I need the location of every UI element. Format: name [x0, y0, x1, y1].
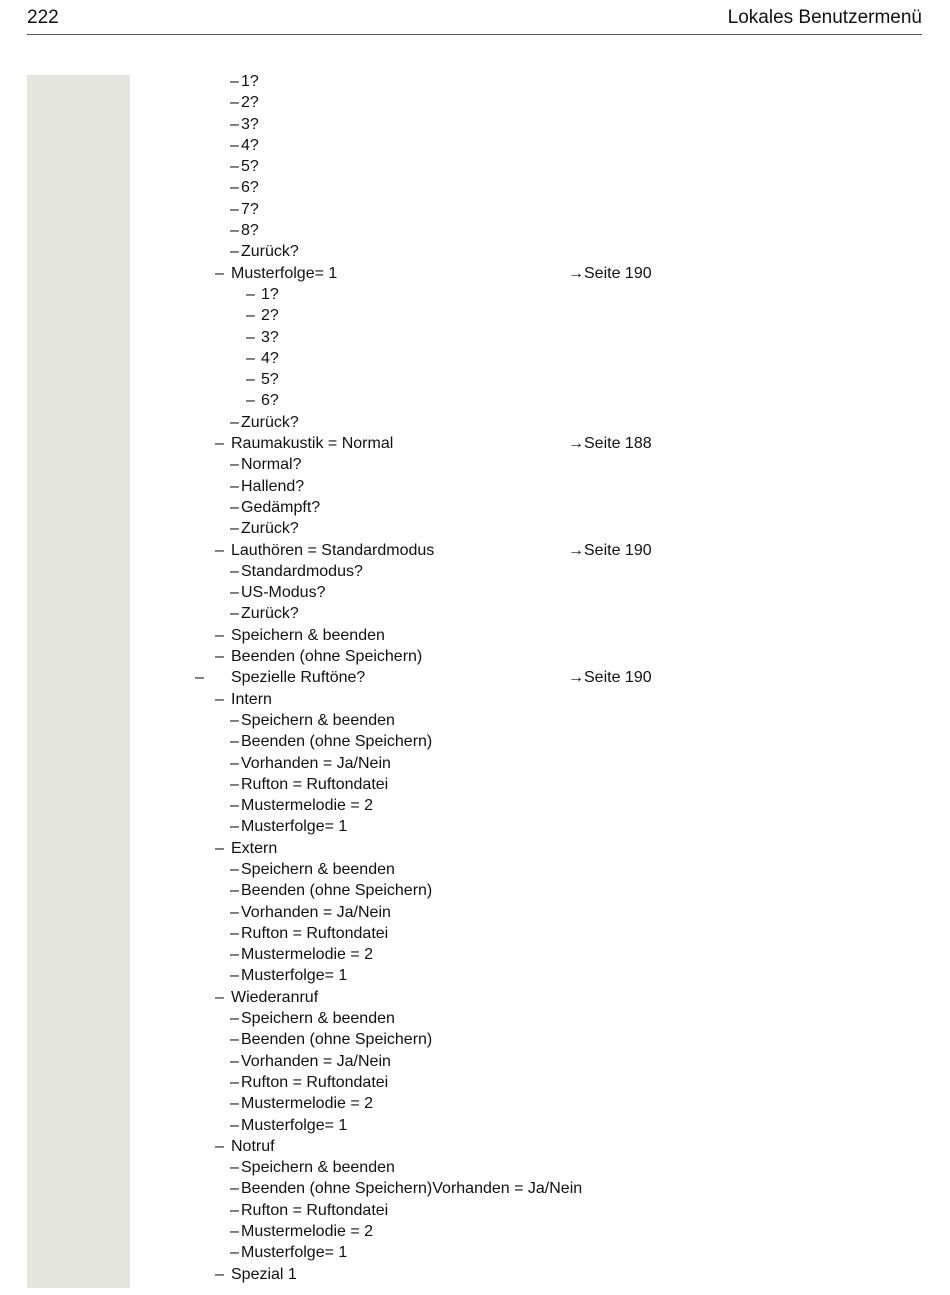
- menu-item: [0, 582, 950, 603]
- menu-item-dash: –: [230, 1052, 239, 1070]
- menu-item: [0, 305, 950, 326]
- menu-item: [0, 710, 950, 731]
- menu-item: [0, 1157, 950, 1178]
- menu-item-label: Beenden (ohne Speichern)Vorhanden = Ja/Nein: [241, 1180, 583, 1198]
- menu-item-dash: –: [246, 328, 255, 346]
- menu-item-dash: –: [230, 498, 239, 516]
- menu-item: [0, 816, 950, 837]
- menu-item-label: Zurück?: [241, 605, 299, 623]
- menu-item-label: Musterfolge= 1: [231, 264, 338, 282]
- menu-item: [0, 1200, 950, 1221]
- menu-item-label: 1?: [241, 73, 259, 90]
- menu-item-label: Musterfolge= 1: [241, 967, 348, 985]
- menu-item: [0, 220, 950, 241]
- page-reference: [568, 667, 652, 688]
- menu-item-label: Musterfolge= 1: [241, 1244, 348, 1262]
- menu-item: [0, 412, 950, 433]
- menu-item-label: US-Modus?: [241, 584, 326, 602]
- menu-item: [0, 92, 950, 113]
- menu-item-label: 6?: [261, 392, 279, 410]
- menu-item-label: Musterfolge= 1: [241, 818, 348, 836]
- menu-item-dash: –: [230, 818, 239, 836]
- menu-item-label: Gedämpft?: [241, 498, 321, 516]
- menu-item: [0, 1072, 950, 1093]
- menu-item-dash: –: [230, 179, 239, 197]
- menu-item-label: 5?: [241, 158, 259, 176]
- menu-item: [0, 1136, 950, 1157]
- menu-item-label: Speichern & beenden: [241, 860, 395, 878]
- menu-item-dash: –: [230, 1010, 239, 1028]
- menu-item: [0, 603, 950, 624]
- menu-item-label: 4?: [241, 136, 259, 154]
- menu-item: [0, 880, 950, 901]
- menu-item: [0, 454, 950, 475]
- menu-item: [0, 284, 950, 305]
- menu-item: [0, 71, 950, 92]
- menu-item-label: Rufton = Ruftondatei: [241, 924, 389, 942]
- menu-item-label: Speichern & beenden: [241, 1010, 395, 1028]
- arrow-right-icon: →: [568, 541, 584, 559]
- page-reference-text: Seite 190: [584, 541, 652, 559]
- menu-item-dash: –: [230, 94, 239, 112]
- menu-item-dash: –: [215, 541, 224, 559]
- menu-item-dash: –: [230, 136, 239, 154]
- header-rule: [27, 34, 922, 35]
- menu-item-label: Beenden (ohne Speichern): [231, 648, 423, 666]
- menu-item-dash: –: [230, 711, 239, 729]
- menu-item-dash: –: [230, 946, 239, 964]
- menu-item-dash: –: [230, 754, 239, 772]
- page-header-title: Lokales Benutzermenü: [727, 7, 922, 28]
- menu-item: [0, 433, 950, 454]
- menu-item: [0, 561, 950, 582]
- menu-item: [0, 1051, 950, 1072]
- menu-item: [0, 902, 950, 923]
- menu-item-label: Rufton = Ruftondatei: [241, 1201, 389, 1219]
- menu-item: [0, 369, 950, 390]
- menu-item: [0, 646, 950, 667]
- menu-item: [0, 667, 950, 688]
- menu-item-dash: –: [230, 903, 239, 921]
- menu-item-label: Lauthören = Standardmodus: [231, 541, 435, 559]
- menu-item: [0, 348, 950, 369]
- menu-item-label: Vorhanden = Ja/Nein: [241, 754, 391, 772]
- page-number: 222: [27, 7, 59, 28]
- menu-item-label: Notruf: [231, 1137, 275, 1155]
- menu-item-label: Mustermelodie = 2: [241, 1223, 374, 1241]
- menu-item: [0, 156, 950, 177]
- menu-item-label: Spezielle Ruftöne?: [231, 669, 366, 687]
- page-reference: [568, 433, 652, 454]
- menu-item-label: Rufton = Ruftondatei: [241, 775, 389, 793]
- menu-item-label: Speichern & beenden: [231, 626, 385, 644]
- menu-item: [0, 177, 950, 198]
- menu-item-dash: –: [246, 307, 255, 325]
- menu-item-dash: –: [230, 882, 239, 900]
- menu-item-dash: –: [230, 605, 239, 623]
- page-reference-text: Seite 190: [584, 264, 652, 282]
- menu-item-label: Beenden (ohne Speichern): [241, 1031, 433, 1049]
- menu-item-label: Rufton = Ruftondatei: [241, 1073, 389, 1091]
- menu-item: [0, 731, 950, 752]
- menu-item: [0, 1242, 950, 1263]
- menu-item-dash: –: [246, 285, 255, 303]
- menu-item-dash: –: [230, 520, 239, 538]
- menu-item-dash: –: [215, 839, 224, 857]
- menu-item: [0, 497, 950, 518]
- menu-item-label: Wiederanruf: [231, 988, 319, 1006]
- menu-item-label: Zurück?: [241, 520, 299, 538]
- menu-item-label: 7?: [241, 200, 259, 218]
- menu-tree: [0, 71, 950, 1285]
- menu-item: [0, 1029, 950, 1050]
- menu-item-label: 1?: [261, 285, 279, 303]
- menu-item-dash: –: [230, 797, 239, 815]
- menu-item: [0, 199, 950, 220]
- menu-item-label: Mustermelodie = 2: [241, 1095, 374, 1113]
- menu-item-dash: –: [230, 1201, 239, 1219]
- menu-item: [0, 1221, 950, 1242]
- menu-item: [0, 1178, 950, 1199]
- page-reference-text: Seite 188: [584, 435, 652, 453]
- menu-item-dash: –: [215, 626, 224, 644]
- menu-item: [0, 987, 950, 1008]
- menu-item-dash: –: [215, 264, 224, 282]
- menu-item: [0, 390, 950, 411]
- menu-item-dash: –: [230, 1244, 239, 1262]
- menu-item-dash: –: [215, 435, 224, 453]
- menu-item: [0, 838, 950, 859]
- menu-item-dash: –: [230, 158, 239, 176]
- page-reference-text: Seite 190: [584, 669, 652, 687]
- menu-item: [0, 1115, 950, 1136]
- menu-item-dash: –: [230, 562, 239, 580]
- menu-item-label: Musterfolge= 1: [241, 1116, 348, 1134]
- menu-item-label: 4?: [261, 349, 279, 367]
- menu-item: [0, 1093, 950, 1114]
- menu-item-dash: –: [230, 243, 239, 261]
- menu-item-dash: –: [230, 115, 239, 133]
- menu-item-dash: –: [230, 967, 239, 985]
- menu-item: [0, 241, 950, 262]
- menu-item: [0, 859, 950, 880]
- menu-item: [0, 540, 950, 561]
- menu-item-dash: –: [215, 988, 224, 1006]
- menu-item-dash: –: [215, 690, 224, 708]
- menu-item-dash: –: [230, 222, 239, 240]
- menu-item: [0, 625, 950, 646]
- arrow-right-icon: →: [568, 435, 584, 453]
- menu-item-label: Normal?: [241, 456, 302, 474]
- menu-item: [0, 965, 950, 986]
- menu-item: [0, 327, 950, 348]
- menu-item-dash: –: [230, 924, 239, 942]
- page-reference: [568, 540, 652, 561]
- menu-item: [0, 795, 950, 816]
- menu-item-dash: –: [230, 1073, 239, 1091]
- menu-item-dash: –: [246, 392, 255, 410]
- menu-item-label: 2?: [241, 94, 259, 112]
- menu-item-label: Vorhanden = Ja/Nein: [241, 903, 391, 921]
- menu-item-label: Mustermelodie = 2: [241, 946, 374, 964]
- menu-item-dash: –: [215, 1265, 224, 1283]
- menu-item-label: Zurück?: [241, 413, 299, 431]
- menu-item-dash: –: [230, 775, 239, 793]
- menu-item: [0, 944, 950, 965]
- menu-item: [0, 774, 950, 795]
- menu-item-dash: –: [215, 1137, 224, 1155]
- menu-item: [0, 1264, 950, 1285]
- menu-item: [0, 518, 950, 539]
- menu-item-dash: –: [230, 733, 239, 751]
- menu-item-dash: –: [230, 1031, 239, 1049]
- menu-item-dash: –: [230, 200, 239, 218]
- menu-item-dash: –: [230, 1180, 239, 1198]
- menu-item: [0, 114, 950, 135]
- menu-item-dash: –: [246, 371, 255, 389]
- menu-item-dash: –: [230, 477, 239, 495]
- menu-item-label: Intern: [231, 690, 272, 708]
- menu-item-label: 8?: [241, 222, 259, 240]
- menu-item-dash: –: [230, 584, 239, 602]
- menu-item-label: 2?: [261, 307, 279, 325]
- menu-item-dash: –: [230, 413, 239, 431]
- menu-item-label: Hallend?: [241, 477, 305, 495]
- menu-item-dash: –: [215, 648, 224, 666]
- menu-item: [0, 135, 950, 156]
- menu-item-dash: –: [230, 1116, 239, 1134]
- menu-item-label: Mustermelodie = 2: [241, 797, 374, 815]
- menu-item-label: Speichern & beenden: [241, 1159, 395, 1177]
- arrow-right-icon: →: [568, 669, 584, 687]
- menu-item-label: 5?: [261, 371, 279, 389]
- menu-item-dash: –: [230, 73, 239, 90]
- menu-item: [0, 476, 950, 497]
- menu-item-label: Standardmodus?: [241, 562, 363, 580]
- menu-item-dash: –: [246, 349, 255, 367]
- menu-item-dash: –: [230, 1159, 239, 1177]
- menu-item: [0, 1008, 950, 1029]
- menu-item-label: Raumakustik = Normal: [231, 435, 394, 453]
- menu-item: [0, 923, 950, 944]
- menu-item-label: Extern: [231, 839, 278, 857]
- menu-item-dash: –: [230, 860, 239, 878]
- menu-item-label: 3?: [241, 115, 259, 133]
- menu-item-dash: –: [230, 1223, 239, 1241]
- menu-item-label: Beenden (ohne Speichern): [241, 733, 433, 751]
- arrow-right-icon: →: [568, 264, 584, 282]
- menu-item-label: 3?: [261, 328, 279, 346]
- menu-item-label: Zurück?: [241, 243, 299, 261]
- menu-item-dash: –: [195, 669, 204, 687]
- page-reference: [568, 263, 652, 284]
- menu-item: [0, 263, 950, 284]
- menu-item-label: Vorhanden = Ja/Nein: [241, 1052, 391, 1070]
- menu-item: [0, 753, 950, 774]
- menu-item-label: Beenden (ohne Speichern): [241, 882, 433, 900]
- menu-item-dash: –: [230, 1095, 239, 1113]
- menu-item-label: Spezial 1: [231, 1265, 297, 1283]
- menu-item-label: 6?: [241, 179, 259, 197]
- menu-item: [0, 689, 950, 710]
- menu-item-label: Speichern & beenden: [241, 711, 395, 729]
- menu-item-dash: –: [230, 456, 239, 474]
